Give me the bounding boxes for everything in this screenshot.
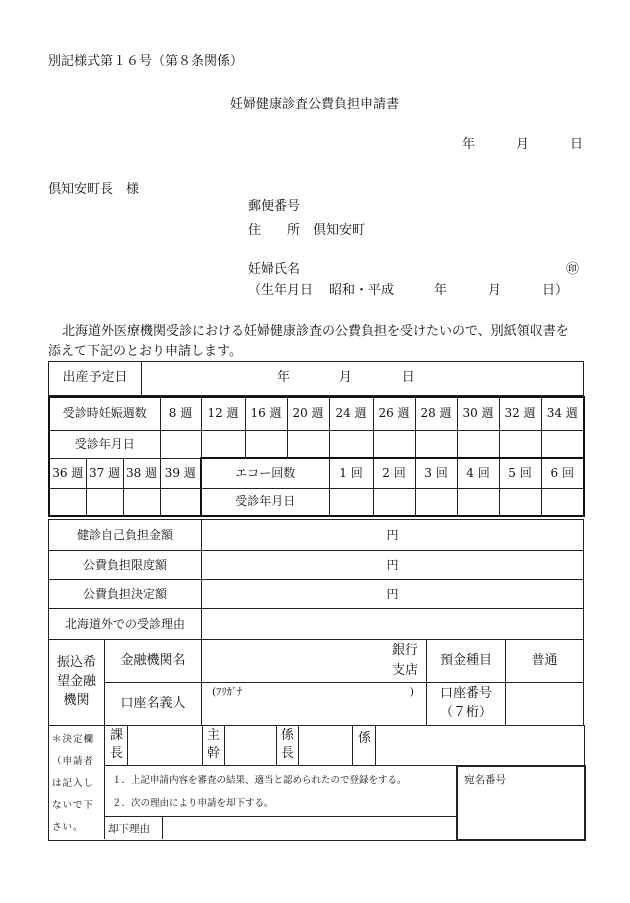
visit-date-input[interactable] <box>329 430 373 458</box>
week-cell: 24 週 <box>329 397 373 430</box>
kana-open: (ﾌﾘｶﾞﾅ <box>212 686 243 698</box>
bank-side-line: 機関 <box>63 692 90 708</box>
kacho-line: 長 <box>110 746 124 761</box>
week-cell: 26 週 <box>373 397 415 430</box>
divider <box>298 725 299 765</box>
visit-date-input[interactable] <box>245 430 287 458</box>
shukan-line: 主 <box>207 728 221 743</box>
echo-date-input[interactable] <box>457 488 499 516</box>
visit-date-label: 受診年月日 <box>49 430 160 458</box>
intro-line-2: 添えて下記のとおり申請します。 <box>48 344 242 359</box>
decided-label: 公費負担決定額 <box>49 580 202 609</box>
visit-date-input[interactable] <box>499 430 541 458</box>
week-cell: 39 週 <box>160 458 201 488</box>
self-pay-label: 健診自己負担金額 <box>49 520 202 551</box>
institution-field[interactable] <box>202 640 427 683</box>
limit-field[interactable] <box>202 551 584 580</box>
date-day: 日 <box>570 137 584 152</box>
week-cell: 28 週 <box>415 397 457 430</box>
addressee: 倶知安町長 様 <box>48 182 140 197</box>
echo-date-input[interactable] <box>329 488 373 516</box>
name-label: 妊婦氏名 <box>248 262 301 277</box>
intro-line-1: 北海道外医療機関受診における妊婦健康診査の公費負担を受けたいので、別紙領収書を <box>62 324 569 339</box>
reject-label: 却下理由 <box>108 823 150 835</box>
deposit-type-label: 預金種目 <box>427 640 506 683</box>
yen-unit: 円 <box>386 557 399 572</box>
approval-row <box>104 725 583 766</box>
date-year: 年 <box>462 137 476 152</box>
visit-date-input[interactable] <box>373 430 415 458</box>
address-value: 倶知安町 <box>313 223 366 238</box>
decision-note <box>52 729 94 839</box>
yen-unit: 円 <box>386 527 399 542</box>
amount-table <box>48 519 584 640</box>
divider <box>352 725 353 765</box>
shukan-label <box>207 727 220 763</box>
visit-date-input[interactable] <box>86 488 123 516</box>
due-month: 月 <box>338 370 352 386</box>
visit-date-input[interactable] <box>201 430 245 458</box>
kana-close: ) <box>409 686 414 698</box>
kacho-label <box>110 727 123 763</box>
week-cell: 34 週 <box>541 397 584 430</box>
due-date-table <box>48 361 584 396</box>
postal-label: 郵便番号 <box>248 199 301 214</box>
week-cell: 38 週 <box>123 458 160 488</box>
week-cell: 12 週 <box>201 397 245 430</box>
visit-date-input[interactable] <box>160 488 201 516</box>
birth-month: 月 <box>488 283 502 298</box>
week-cell: 37 週 <box>86 458 123 488</box>
limit-label: 公費負担限度額 <box>49 551 202 580</box>
echo-date-input[interactable] <box>415 488 457 516</box>
account-number-note: （７桁） <box>439 705 492 720</box>
page-title: 妊婦健康診査公費負担申請書 <box>230 97 400 112</box>
shukan-line: 幹 <box>207 746 221 761</box>
divider <box>202 725 203 765</box>
week-cell: 8 週 <box>160 397 201 430</box>
week-cell: 16 週 <box>245 397 287 430</box>
deposit-type-value: 普通 <box>506 640 584 683</box>
echo-count: 2 回 <box>373 458 415 488</box>
self-pay-field[interactable] <box>202 520 584 551</box>
account-number-field[interactable] <box>506 683 584 726</box>
divider <box>276 725 277 765</box>
echo-count: 6 回 <box>541 458 584 488</box>
recipient-label: 宛名番号 <box>464 774 506 786</box>
divider <box>375 725 376 765</box>
due-date-field[interactable] <box>142 362 584 396</box>
decision-note-line: さい。 <box>52 822 84 833</box>
account-holder-label: 口座名義人 <box>105 683 202 726</box>
birth-day: 日） <box>542 283 569 298</box>
bank-suffix: 銀行 <box>391 642 418 658</box>
due-day: 日 <box>401 370 415 386</box>
echo-count: 5 回 <box>499 458 541 488</box>
visit-date-input[interactable] <box>541 430 584 458</box>
address-label: 住 所 <box>248 223 301 238</box>
form-number: 別記様式第１６号（第８条関係） <box>48 54 244 69</box>
decided-field[interactable] <box>202 580 584 609</box>
echo-date-input[interactable] <box>373 488 415 516</box>
account-holder-field[interactable] <box>202 683 427 726</box>
visit-date-input[interactable] <box>49 488 86 516</box>
kakari-label: 係 <box>358 731 372 746</box>
week-label: 受診時妊娠週数 <box>49 397 160 430</box>
pregnancy-week-table <box>48 396 585 517</box>
bank-table <box>48 639 584 726</box>
decision-note-line: ないで下 <box>52 800 95 811</box>
reason-field[interactable] <box>202 609 584 640</box>
visit-date-input[interactable] <box>123 488 160 516</box>
kakaricho-label <box>281 727 294 763</box>
echo-label: エコー回数 <box>201 458 329 488</box>
reason-label: 北海道外での受診理由 <box>49 609 202 640</box>
visit-date-input[interactable] <box>457 430 499 458</box>
visit-date-input[interactable] <box>287 430 329 458</box>
week-cell: 32 週 <box>499 397 541 430</box>
account-number-label <box>427 683 506 726</box>
institution-label: 金融機関名 <box>105 640 202 683</box>
divider <box>127 725 128 765</box>
decision-note-line: （申請者 <box>52 756 95 767</box>
decision-item-1: １．上記申請内容を審査の結果、適当と認められたので登録をする。 <box>112 775 407 786</box>
bank-side-label <box>49 640 105 726</box>
echo-count: 3 回 <box>415 458 457 488</box>
visit-date-input[interactable] <box>160 430 201 458</box>
visit-date-input[interactable] <box>415 430 457 458</box>
divider <box>224 725 225 765</box>
divider <box>104 816 456 817</box>
decision-item-2: ２．次の理由により申請を却下する。 <box>112 798 274 809</box>
kakaricho-line: 係 <box>281 728 295 743</box>
seal-mark: ㊞ <box>566 262 580 277</box>
bank-side-line: 望金融 <box>56 674 96 690</box>
week-cell: 30 週 <box>457 397 499 430</box>
decision-note-line: ＊決定欄 <box>52 734 95 745</box>
divider <box>162 816 163 839</box>
bank-side-line: 振込希 <box>56 655 96 671</box>
date-month: 月 <box>516 137 530 152</box>
echo-date-input[interactable] <box>499 488 541 516</box>
birth-era: 昭和・平成 <box>329 283 395 298</box>
birth-year: 年 <box>434 283 448 298</box>
branch-suffix: 支店 <box>391 663 418 678</box>
week-cell: 20 週 <box>287 397 329 430</box>
echo-date-input[interactable] <box>541 488 584 516</box>
echo-date-label: 受診年月日 <box>201 488 329 516</box>
echo-count: 1 回 <box>329 458 373 488</box>
yen-unit: 円 <box>386 586 399 601</box>
kacho-line: 課 <box>110 728 124 743</box>
account-number-text: 口座番号 <box>439 686 492 702</box>
birth-open: （生年月日 <box>248 283 314 298</box>
week-cell: 36 週 <box>49 458 86 488</box>
decision-note-line: は記入し <box>52 778 95 789</box>
echo-count: 4 回 <box>457 458 499 488</box>
kakaricho-line: 長 <box>281 746 295 761</box>
due-year: 年 <box>277 370 291 386</box>
due-date-label: 出産予定日 <box>49 362 142 396</box>
